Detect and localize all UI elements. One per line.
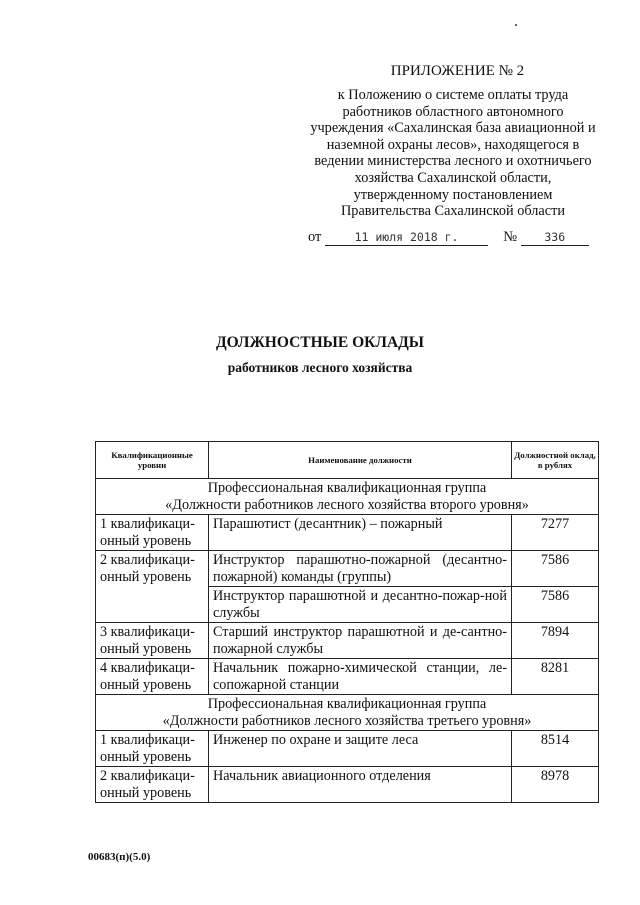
appendix-line: хозяйства Сахалинской области, [354, 169, 552, 186]
group-header-row [96, 695, 599, 731]
header-salary: Должностной оклад, в рублях [512, 442, 599, 479]
position-cell: Инженер по охране и защите леса [209, 731, 512, 767]
position-cell: Инструктор парашютно-пожарной (десантно-пожарной) команды (группы) [209, 551, 512, 587]
document-title: ДОЛЖНОСТНЫЕ ОКЛАДЫ [215, 334, 425, 351]
table-row [96, 551, 599, 587]
group-header [96, 479, 599, 515]
table-row [96, 623, 599, 659]
table-header-row [96, 442, 599, 479]
level-cell: 1 квалификаци-онный уровень [96, 731, 209, 767]
header-level: Квалификационные уровни [96, 442, 209, 479]
group-title: Профессиональная квалификационная группа [207, 480, 487, 496]
salary-table [95, 441, 599, 803]
level-cell: 1 квалификаци-онный уровень [96, 515, 209, 551]
salary-cell: 7586 [512, 587, 599, 623]
group-name: «Должности работников лесного хозяйства третьего уровня» [162, 712, 532, 729]
group-header [96, 695, 599, 731]
appendix-line: работников областного автономного [342, 103, 564, 120]
appendix-text [294, 87, 612, 220]
date-prefix: от [308, 229, 322, 245]
table-row [96, 767, 599, 803]
appendix-line: ведении министерства лесного и охотничьего [314, 153, 592, 170]
appendix-line: Правительства Сахалинской области [340, 203, 566, 220]
document-code: 00683(п)(5.0) [88, 851, 151, 863]
date-line [308, 229, 589, 246]
scan-speck [515, 24, 517, 26]
table-row [96, 659, 599, 695]
table-row [96, 731, 599, 767]
document-subtitle: работников лесного хозяйства [227, 360, 413, 375]
position-cell: Начальник авиационного отделения [209, 767, 512, 803]
date-field: 11 июля 2018 г. [325, 230, 488, 246]
appendix-title: ПРИЛОЖЕНИЕ № 2 [390, 63, 525, 79]
salary-cell: 7586 [512, 551, 599, 587]
group-name: «Должности работников лесного хозяйства второго уровня» [165, 496, 529, 513]
header-position: Наименование должности [209, 442, 512, 479]
salary-cell: 8281 [512, 659, 599, 695]
salary-cell: 7894 [512, 623, 599, 659]
group-title: Профессиональная квалификационная группа [207, 696, 487, 712]
group-header-row [96, 479, 599, 515]
position-cell: Начальник пожарно-химической станции, ле-сопожарной станции [209, 659, 512, 695]
position-cell: Инструктор парашютной и десантно-пожар-ной службы [209, 587, 512, 623]
appendix-line: к Положению о системе оплаты труда [337, 87, 569, 103]
level-cell: 2 квалификаци-онный уровень [96, 551, 209, 623]
position-cell: Старший инструктор парашютной и де-сантно-пожарной службы [209, 623, 512, 659]
salary-cell: 8978 [512, 767, 599, 803]
number-prefix: № [503, 229, 518, 245]
position-cell: Парашютист (десантник) – пожарный [209, 515, 512, 551]
appendix-line: учреждения «Сахалинская база авиационной и [310, 120, 596, 137]
level-cell: 2 квалификаци-онный уровень [96, 767, 209, 803]
appendix-line: наземной охраны лесов», находящегося в [326, 136, 580, 153]
level-cell: 4 квалификаци-онный уровень [96, 659, 209, 695]
level-cell: 3 квалификаци-онный уровень [96, 623, 209, 659]
table-row [96, 515, 599, 551]
number-field: 336 [521, 230, 589, 246]
salary-cell: 8514 [512, 731, 599, 767]
salary-cell: 7277 [512, 515, 599, 551]
appendix-line: утвержденному постановлением [353, 186, 553, 203]
